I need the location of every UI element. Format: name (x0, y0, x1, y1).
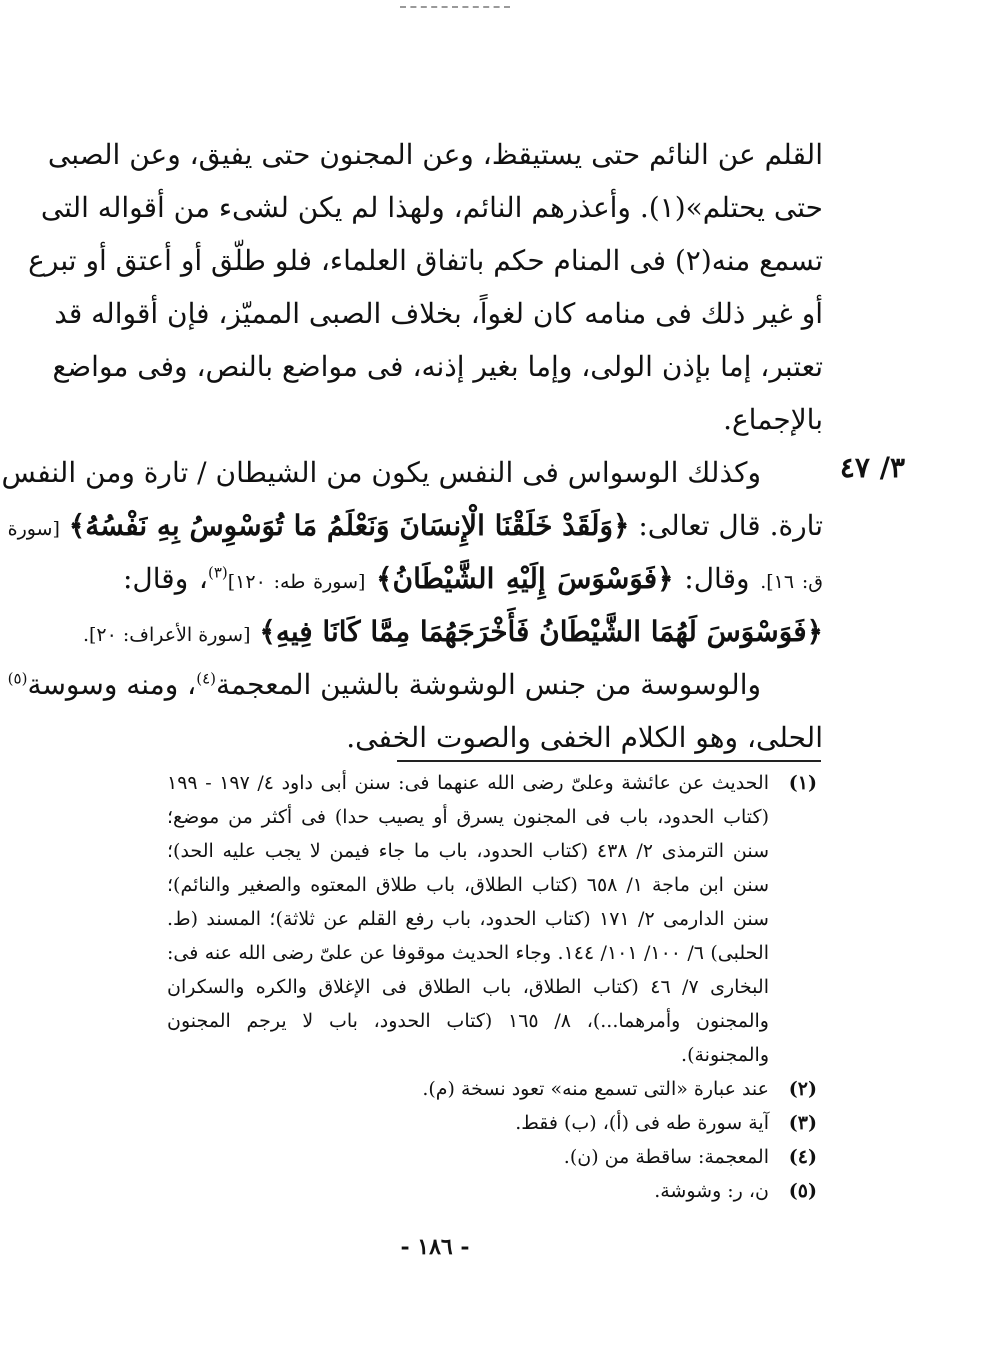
footnote-item (167, 1140, 817, 1174)
text-line: تعتبر، إما بإذن الولى، وإما بغير إذنه، فى مواضع بالنص، وفى مواضع (52, 350, 823, 383)
page-number: - ١٨٦ - (400, 1234, 470, 1260)
paragraph-2-line-1 (1, 446, 823, 499)
footnote-text: المعجمة: ساقطة من (ن). (563, 1146, 769, 1168)
paragraph-2-line-4 (82, 605, 823, 658)
paragraph-text: تارة. قال تعالى: (638, 509, 823, 542)
main-text (1, 128, 824, 764)
footnote-number: (١) (788, 772, 817, 794)
footnote-text: آية سورة طه فى (أ)، (ب) فقط. (515, 1112, 769, 1134)
surah-reference: [سورة طه: ١٢٠] (227, 571, 366, 593)
footnote-text: عند عبارة «التى تسمع منه» تعود نسخة (م). (422, 1078, 769, 1100)
paragraph-text: ، ومنه وسوسة (27, 668, 197, 701)
footnote-item (167, 1072, 817, 1106)
surah-reference: [سورة الأعراف: ٢٠]. (82, 624, 251, 646)
footnote-item (167, 766, 817, 1072)
footnote-text: الحديث عن عائشة وعلىّ رضى الله عنهما فى: سنن أبى داود ٤/ ١٩٧ - ١٩٩ (كتاب الحدود، باب فى المجنون يسرق أو يصيب حدا) فى أكثر من موضع؛ سنن الترمذى ٢/ ٤٣٨ (كتاب الحدود، باب ما جاء فيمن لا يجب عليه الحد)؛ سنن ابن ماجة ١/ ٦٥٨ (كتاب الطلاق، باب طلاق المعتوه والصغير والنائم)؛ سنن الدارمى ٢/ ١٧١ (كتاب الحدود، باب رفع القلم عن ثلاثة)؛ المسند (ط. الحلبى) ٦/ ١٠٠/ ١٠١/ ١٤٤. وجاء الحديث موقوفا عن علىّ رضى الله عنه فى: البخارى ٧/ ٤٦ (كتاب الطلاق، باب الطلاق فى الإغلاق والكره والسكران والمجنون وأمرهما...)، ٨/ ١٦٥ (كتاب الحدود، باب لا يرجم المجنون والمجنونة). (167, 772, 770, 1066)
paragraph-text: وكذلك الوسواس فى النفس يكون من الشيطان / تارة ومن النفس (1, 456, 761, 489)
text-line: أو غير ذلك فى منامه كان لغواً، بخلاف الصبى المميّز، فإن أقواله قد (54, 297, 823, 330)
paragraph-text: وقال: (684, 562, 750, 595)
footnote-text: ن، ر: وشوشة. (654, 1180, 769, 1202)
footnote-item (167, 1174, 817, 1208)
surah-reference: ق: ١٦]. (760, 571, 824, 593)
footnote-number: (٢) (788, 1078, 817, 1100)
margin-manuscript-reference: ٣/ ٤٧ (839, 451, 905, 484)
footnote-number: (٣) (788, 1112, 817, 1134)
quran-verse: ﴿فَوَسْوَسَ لَهُمَا الشَّيْطَانُ فَأَخْرَجَهُمَا مِمَّا كَانَا فِيهِ﴾ (259, 615, 823, 648)
scan-top-mark (400, 6, 510, 10)
paragraph-2-line-2 (7, 499, 823, 552)
paragraph-text: ، وقال: (123, 562, 208, 595)
footnote-marker: (٣) (207, 563, 228, 582)
footnote-number: (٤) (788, 1146, 817, 1168)
text-line: تسمع منه(٢) فى المنام حكم باتفاق العلماء، فلو طلّق أو أعتق أو تبرع (28, 244, 823, 277)
quran-verse: ﴿فَوَسْوَسَ إِلَيْهِ الشَّيْطَانُ﴾ (376, 562, 674, 595)
text-line: بالإجماع. (723, 403, 823, 436)
paragraph-3-line-2: الحلى، وهو الكلام الخفى والصوت الخفى. (346, 721, 823, 754)
text-line: حتى يحتلم»(١). وأعذرهم النائم، ولهذا لم يكن لشىء من أقواله التى (40, 191, 823, 224)
footnote-marker: (٤) (196, 669, 216, 688)
paragraph-text: والوسوسة من جنس الوشوشة بالشين المعجمة (215, 668, 761, 701)
surah-reference: [سورة (7, 518, 60, 540)
footnote-number: (٥) (788, 1180, 817, 1202)
paragraph-2-line-3 (123, 552, 823, 605)
footnotes (167, 766, 817, 1208)
quran-verse: ﴿وَلَقَدْ خَلَقْنَا الْإِنسَانَ وَنَعْلَمُ مَا تُوَسْوِسُ بِهِ نَفْسُهُ﴾ (68, 509, 630, 542)
footnote-divider (397, 760, 821, 762)
text-line: القلم عن النائم حتى يستيقظ، وعن المجنون حتى يفيق، وعن الصبى (47, 138, 823, 171)
footnote-item (167, 1106, 817, 1140)
footnote-marker: (٥) (7, 669, 28, 688)
paragraph-3-line-1 (7, 658, 823, 711)
